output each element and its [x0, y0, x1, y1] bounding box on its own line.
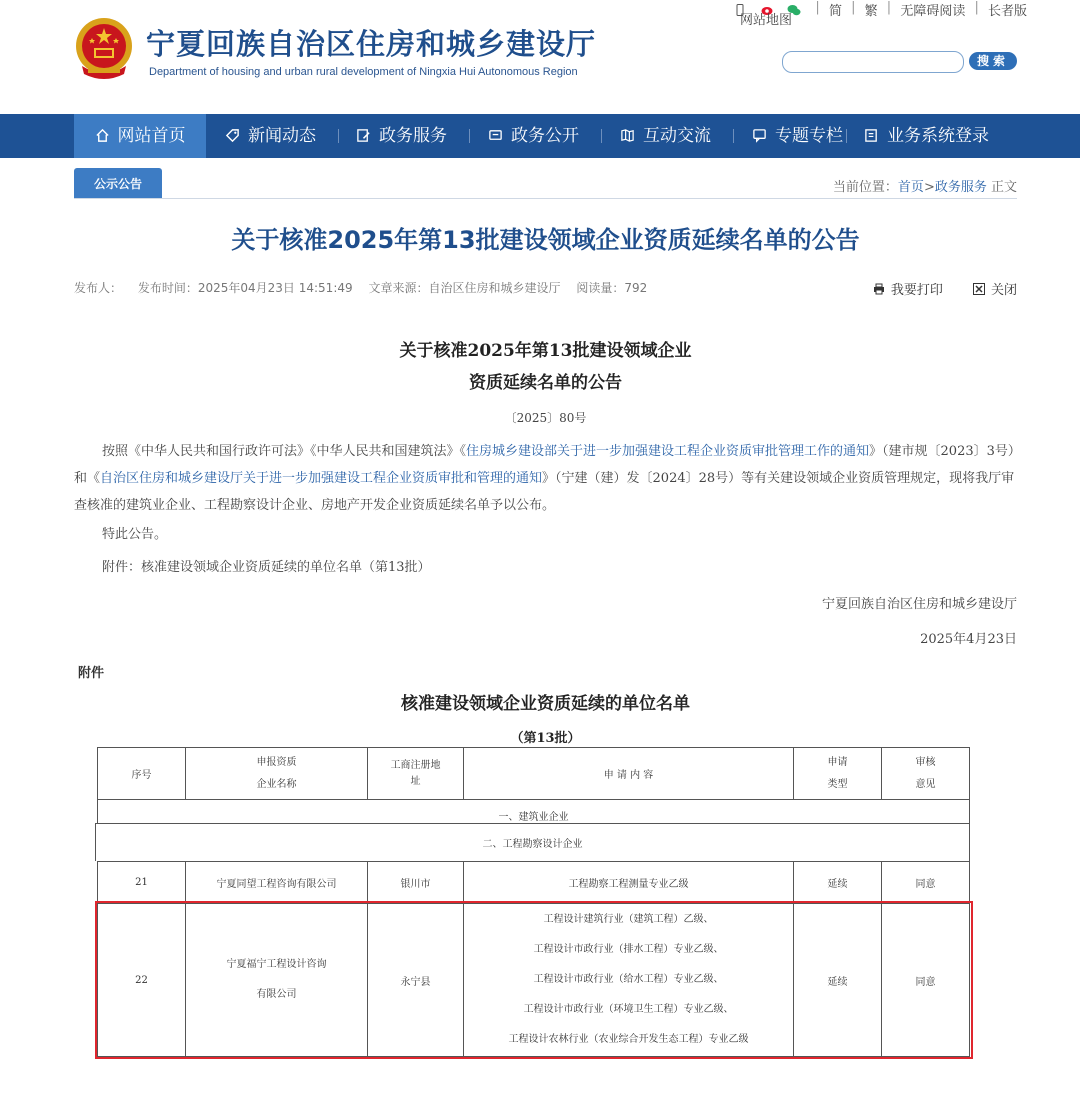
row22-address: 永宁县: [367, 903, 463, 1057]
edit-icon: [356, 128, 371, 143]
meta-time: 发布时间：2025年04月23日 14:51:49: [137, 281, 353, 295]
row21-opinion: 同意: [881, 861, 970, 903]
search-button[interactable]: 搜索: [969, 52, 1017, 70]
row21-content: 工程勘察工程测量专业乙级: [463, 861, 793, 903]
breadcrumb-home[interactable]: 首页: [897, 180, 924, 195]
nav-divider: [733, 129, 734, 143]
header-opinion: 审核 意见: [881, 747, 970, 799]
doc-title-line1: 关于核准2025年第13批建设领域企业: [399, 341, 692, 361]
close-icon: [973, 283, 985, 295]
header-content: 申 请 内 容: [463, 747, 793, 799]
login-icon: [864, 128, 879, 143]
home-icon: [95, 128, 110, 143]
doc-date: 2025年4月23日: [920, 632, 1017, 647]
row22-type: 延续: [793, 903, 881, 1057]
row21-company: 宁夏同望工程咨询有限公司: [185, 861, 367, 903]
tag-icon: [225, 128, 240, 143]
chat-icon: [488, 128, 503, 143]
doc-number: 〔2025〕80号: [504, 411, 587, 425]
site-header: [0, 0, 1080, 114]
nav-divider: [846, 129, 847, 143]
doc-title-line2: 资质延续名单的公告: [469, 373, 622, 393]
nav-divider: [338, 129, 339, 143]
row21-type: 延续: [793, 861, 881, 903]
nav-item-home[interactable]: 网站首页: [74, 114, 206, 158]
nav-divider: [469, 129, 470, 143]
header-no: 序号: [97, 747, 185, 799]
breadcrumb-section[interactable]: 政务服务: [934, 180, 987, 195]
meta-source: 文章来源：自治区住房和城乡建设厅: [368, 281, 561, 295]
doc-closing: 特此公告。: [102, 527, 168, 542]
doc-attachment-note: 附件：核准建设领域企业资质延续的单位名单（第13批）: [102, 560, 431, 575]
map-icon: [620, 128, 635, 143]
meta-publisher: 发布人：: [74, 281, 123, 295]
notice-link-region[interactable]: 自治区住房和城乡建设厅关于进一步加强建设工程企业资质审批和管理的通知: [100, 471, 543, 486]
nav-item-login[interactable]: 业务系统登录: [864, 114, 989, 158]
comment-icon: [752, 128, 767, 143]
row21-no: 21: [97, 861, 185, 903]
list-subtitle: （第13批）: [510, 731, 581, 746]
sitemap-link[interactable]: 网站地图: [740, 13, 793, 28]
group-construction: 一、建筑业企业: [97, 799, 970, 823]
national-emblem-icon: [74, 16, 134, 82]
accessibility-link[interactable]: 无障碍阅读: [900, 4, 966, 19]
article-title: 关于核准2025年第13批建设领域企业资质延续名单的公告: [231, 226, 860, 254]
row22-no: 22: [97, 903, 185, 1057]
group-survey-design: 二、工程勘察设计企业: [95, 823, 970, 861]
header-company: 申报资质 企业名称: [185, 747, 367, 799]
article-meta: [74, 279, 659, 296]
search-input[interactable]: [782, 51, 964, 73]
site-subtitle: Department of housing and urban rural development of Ningxia Hui Autonomous Region: [149, 66, 578, 78]
row21-address: 银川市: [367, 861, 463, 903]
main-nav: [0, 114, 1080, 158]
doc-signature: 宁夏回族自治区住房和城乡建设厅: [821, 597, 1017, 612]
breadcrumb: 当前位置：首页>政务服务 正文: [832, 180, 1017, 195]
nav-divider: [601, 129, 602, 143]
header-type: 申请 类型: [793, 747, 881, 799]
meta-reads: 阅读量：792: [576, 281, 648, 295]
printer-icon: [873, 283, 885, 295]
list-title: 核准建设领域企业资质延续的单位名单: [401, 694, 690, 714]
row22-company: 宁夏福宁工程设计咨询有限公司: [185, 903, 367, 1057]
header-address: 工商注册地 址: [367, 747, 463, 799]
nav-item-public[interactable]: 政务公开: [488, 114, 579, 158]
site-title: 宁夏回族自治区住房和城乡建设厅: [146, 27, 597, 61]
nav-item-topics[interactable]: 专题专栏: [752, 114, 843, 158]
attachment-label: 附件: [78, 666, 105, 681]
notice-link-ministry[interactable]: 住房城乡建设部关于进一步加强建设工程企业资质审批管理工作的通知: [466, 444, 870, 459]
simplified-link[interactable]: 简: [828, 4, 842, 19]
top-links: | 简 | 繁 | 无障碍阅读 | 长者版: [735, 0, 1027, 22]
nav-item-interaction[interactable]: 互动交流: [620, 114, 711, 158]
article-actions: [847, 279, 1017, 298]
elder-mode-link[interactable]: 长者版: [988, 4, 1028, 19]
row22-content: 工程设计建筑行业（建筑工程）乙级、 工程设计市政行业（排水工程）专业乙级、 工程设计市政行业（给水工程）专业乙级、 工程设计市政行业（环境卫生工程）专业乙级、 工程设计农林行业（农业综合开发生态工程）专业乙级: [463, 903, 793, 1057]
traditional-link[interactable]: 繁: [864, 4, 878, 19]
section-divider: [74, 198, 1017, 199]
nav-item-news[interactable]: 新闻动态: [225, 114, 316, 158]
row22-opinion: 同意: [881, 903, 970, 1057]
nav-item-services[interactable]: 政务服务: [356, 114, 447, 158]
close-button[interactable]: 关闭: [973, 283, 1017, 298]
section-tab[interactable]: 公示公告: [74, 168, 162, 198]
highlight-box: [95, 901, 973, 1059]
print-button[interactable]: 我要打印: [873, 283, 943, 298]
doc-paragraph: 按照《中华人民共和国行政许可法》《中华人民共和国建筑法》《住房城乡建设部关于进一步加强建设工程企业资质审批管理工作的通知》（建市规〔2023〕3号）和《自治区住房和城乡建设厅关于进一步加强建设工程企业资质审批和管理的通知》（宁建（建）发〔2024〕28号）等有关建设领域企业资质管理规定，现将我厅审查核准的建筑业企业、工程勘察设计企业、房地产开发企业资质延续名单予以公布。: [74, 444, 1015, 513]
